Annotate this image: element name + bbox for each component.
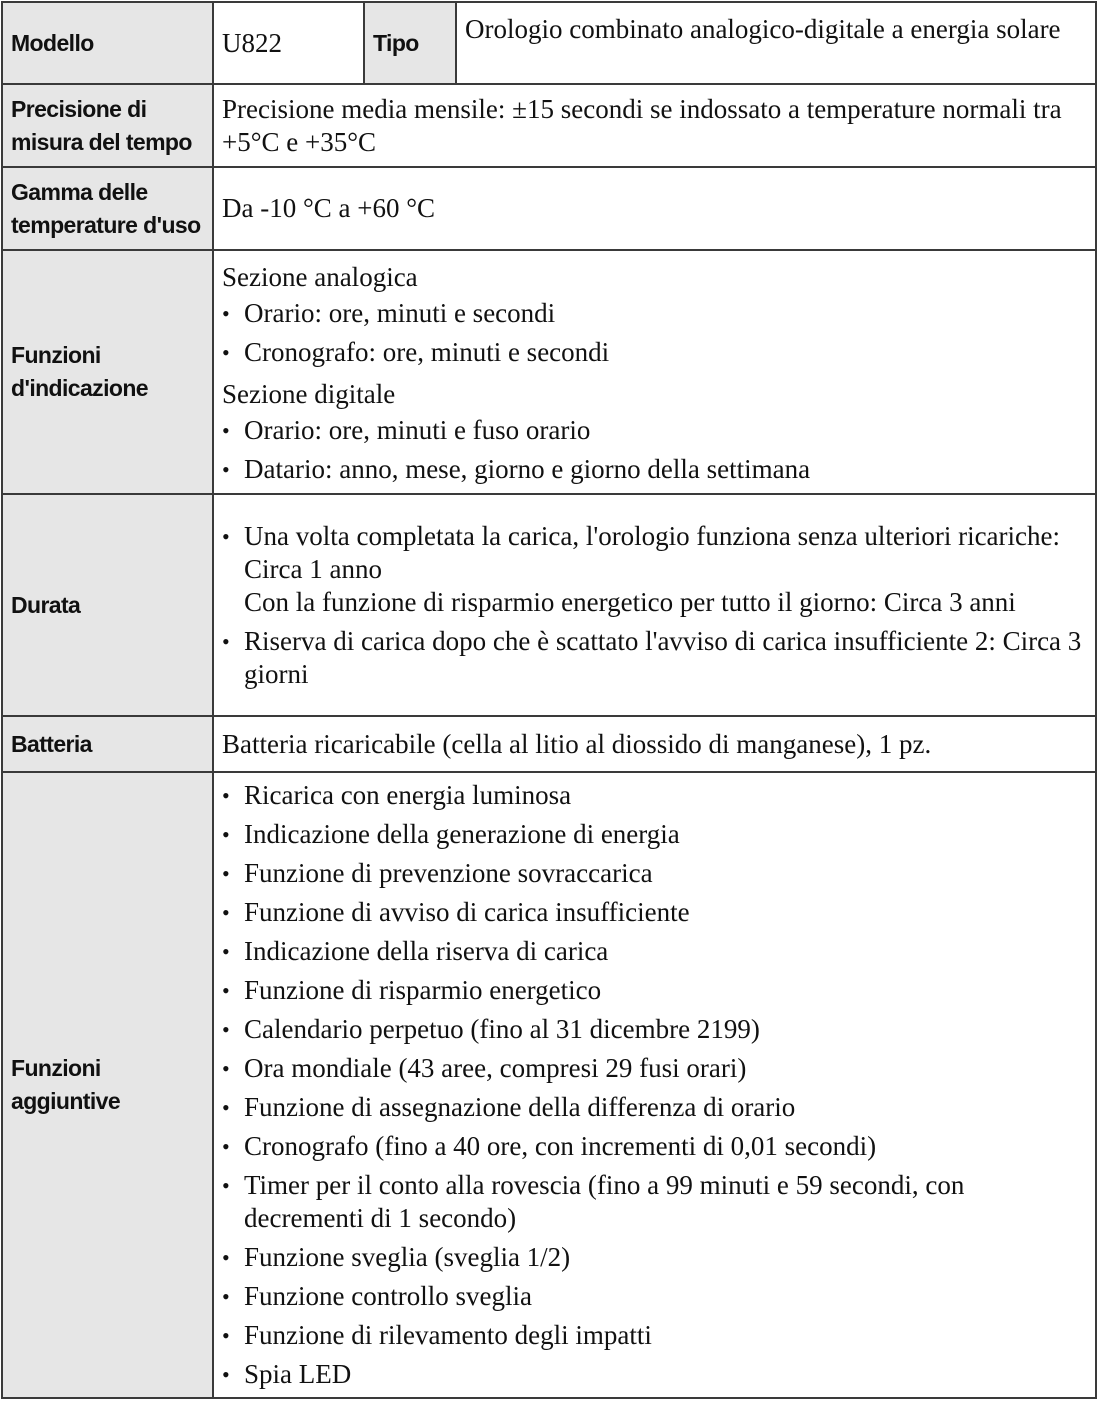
value-gamma: Da -10 °C a +60 °C [213,167,1096,250]
value-precisione: Precisione media mensile: ±15 secondi se indossato a temperature normali tra +5°C e +35°C [213,84,1096,167]
list-item: • Timer per il conto alla rovescia (fino a 99 minuti e 59 secondi, con decrementi di 1 secondo) [222,1169,1085,1235]
row-funzioni-aggiuntive [2,772,1096,1398]
list-item: • Ricarica con energia luminosa [222,779,1085,812]
list-item: • Indicazione della riserva di carica [222,935,1085,968]
row-funzioni-indicazione [2,250,1096,494]
list-item [222,520,1085,619]
row-batteria [2,716,1096,772]
list-item: • Funzione di avviso di carica insufficiente [222,896,1085,929]
funzioni-aggiuntive-list [222,779,1085,1391]
list-item: • Funzione di risparmio energetico [222,974,1085,1007]
label-precisione: Precisione di misura del tempo [2,84,213,167]
durata-item-1-sub: Con la funzione di risparmio energetico per tutto il giorno: Circa 3 anni [244,586,1016,617]
label-modello: Modello [2,2,213,84]
list-item: • Riserva di carica dopo che è scattato l'avviso di carica insufficiente 2: Circa 3 giorni [222,625,1085,691]
list-item: • Calendario perpetuo (fino al 31 dicembre 2199) [222,1013,1085,1046]
list-item: • Funzione di rilevamento degli impatti [222,1319,1085,1352]
list-item: • Spia LED [222,1358,1085,1391]
value-durata [213,494,1096,716]
digital-list [222,414,1085,486]
label-funzioni-aggiuntive: Funzioni aggiuntive [2,772,213,1398]
list-item: • Ora mondiale (43 aree, compresi 29 fusi orari) [222,1052,1085,1085]
value-tipo-text: Orologio combinato analogico-digitale a energia solare [465,14,1061,44]
value-batteria: Batteria ricaricabile (cella al litio al diossido di manganese), 1 pz. [213,716,1096,772]
label-durata: Durata [2,494,213,716]
analog-list [222,297,1085,369]
label-funzioni-indicazione: Funzioni d'indicazione [2,250,213,494]
list-item: • Orario: ore, minuti e secondi [222,297,1085,330]
list-item: • Funzione controllo sveglia [222,1280,1085,1313]
value-funzioni-indicazione [213,250,1096,494]
specifications-table [1,1,1097,1399]
row-modello [2,2,1096,84]
row-durata [2,494,1096,716]
row-gamma [2,167,1096,250]
durata-list [222,520,1085,691]
list-item: • Orario: ore, minuti e fuso orario [222,414,1085,447]
list-item: • Cronografo (fino a 40 ore, con incrementi di 0,01 secondi) [222,1130,1085,1163]
list-item: • Funzione sveglia (sveglia 1/2) [222,1241,1085,1274]
label-gamma: Gamma delle temperature d'uso [2,167,213,250]
value-funzioni-aggiuntive [213,772,1096,1398]
digital-section-heading: Sezione digitale [222,379,396,409]
list-item: • Cronografo: ore, minuti e secondi [222,336,1085,369]
list-item: • Indicazione della generazione di energia [222,818,1085,851]
row-precisione [2,84,1096,167]
label-batteria: Batteria [2,716,213,772]
value-tipo [456,2,1096,84]
analog-section-heading: Sezione analogica [222,262,418,292]
value-modello: U822 [213,2,364,84]
list-item: • Datario: anno, mese, giorno e giorno della settimana [222,453,1085,486]
durata-item-1-text: • Una volta completata la carica, l'orologio funziona senza ulteriori ricariche: Circa 1 anno [244,520,1060,584]
list-item: • Funzione di assegnazione della differenza di orario [222,1091,1085,1124]
list-item: • Funzione di prevenzione sovraccarica [222,857,1085,890]
label-tipo: Tipo [364,2,456,84]
